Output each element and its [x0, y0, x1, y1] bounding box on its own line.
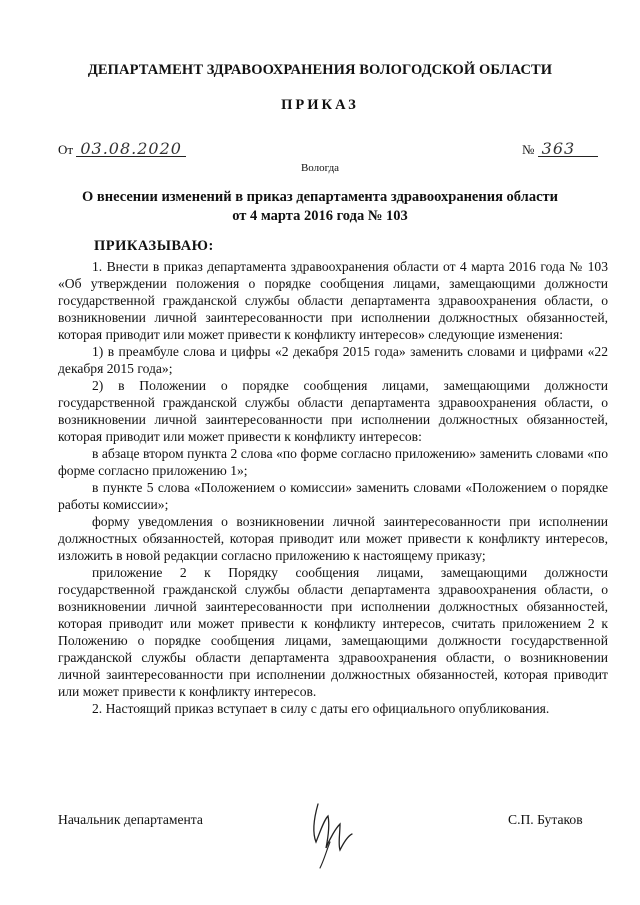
document-title — [40, 188, 600, 226]
number-value: 363 — [538, 142, 598, 157]
document-type: ПРИКАЗ — [281, 97, 359, 113]
paragraph: 1. Внести в приказ департамента здравоохранения области от 4 марта 2016 года № 103 «Об утверждении положения о порядке сообщения лицами, замещающими должности государственной гражданской службы области департамента здравоохранения области, о возникновении личной заинтересованности при исполнении должностных обязанностей, которая приводит или может привести к конфликту интересов» следующие изменения: — [58, 259, 608, 342]
paragraph: в абзаце втором пункта 2 слова «по форме согласно приложению» заменить словами «по форме согласно приложению 1»; — [58, 446, 608, 478]
number-field — [522, 139, 598, 158]
number-label: № — [522, 142, 535, 157]
handwritten-signature — [300, 798, 370, 870]
paragraph: 1) в преамбуле слова и цифры «2 декабря 2015 года» заменить словами и цифрами «22 декабря 2015 года»; — [58, 344, 608, 376]
paragraph: в пункте 5 слова «Положением о комиссии» заменить словами «Положением о порядке работы комиссии»; — [58, 480, 608, 512]
signer-position: Начальник департамента — [58, 812, 203, 827]
signer-name: С.П. Бутаков — [508, 812, 583, 827]
title-line-2: от 4 марта 2016 года № 103 — [232, 208, 408, 224]
date-field — [58, 139, 186, 158]
date-label: От — [58, 142, 74, 157]
document-body — [58, 258, 608, 717]
paragraph: 2) в Положении о порядке сообщения лицами, замещающими должности государственной гражданской службы области департамента здравоохранения области, о возникновении личной заинтересованности при исполнении должностных обязанностей, которая приводит или может привести к конфликту интересов: — [58, 378, 608, 444]
date-value: 03.08.2020 — [76, 142, 186, 157]
department-heading: ДЕПАРТАМЕНТ ЗДРАВООХРАНЕНИЯ ВОЛОГОДСКОЙ ОБЛАСТИ — [87, 62, 553, 78]
directive-heading: ПРИКАЗЫВАЮ: — [94, 238, 214, 254]
title-line-1: О внесении изменений в приказ департамента здравоохранения области — [82, 189, 558, 205]
paragraph: 2. Настоящий приказ вступает в силу с даты его официального опубликования. — [92, 701, 550, 716]
paragraph: форму уведомления о возникновении личной заинтересованности при исполнении должностных обязанностей, которая приводит или может привести к конфликту интересов, изложить в новой редакции согласно приложению к настоящему приказу; — [58, 514, 608, 563]
city: Вологда — [300, 162, 340, 174]
paragraph: приложение 2 к Порядку сообщения лицами, замещающими должности государственной гражданской службы области департамента здравоохранения области, о возникновении личной заинтересованности при исполнении должностных обязанностей, которая приводит или может привести к конфликту интересов, считать приложением 2 к Положению о порядке сообщения лицами, замещающими должности государственной гражданской службы области департамента здравоохранения области, о возникновении личной заинтересованности при исполнении должностных обязанностей, которая приводит или может привести к конфликту интересов. — [58, 565, 608, 699]
